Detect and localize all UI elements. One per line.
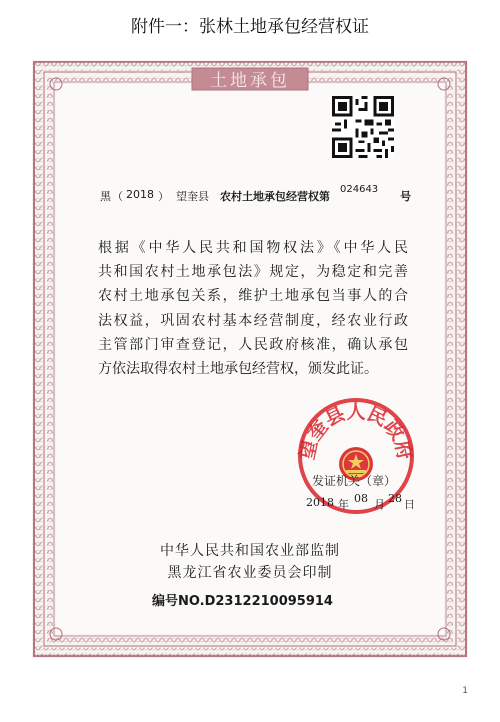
page-number: 1 (462, 686, 468, 696)
date-year: 2018 (306, 496, 334, 509)
date-day-unit: 日 (404, 498, 415, 511)
date-month: 08 (354, 492, 368, 505)
county-name: 望奎县 (176, 190, 209, 203)
body-line: 根据《中华人民共和国物权法》《中华人民 (98, 240, 408, 256)
serial-label: 编号 (152, 594, 179, 609)
qr-code-icon (332, 96, 394, 158)
open-paren: （ (112, 190, 123, 203)
issuing-authority: 发证机关（章） (312, 474, 397, 488)
year-value: 2018 (126, 188, 154, 201)
body-line: 农村土地承包关系，维护土地承包当事人的合 (98, 288, 408, 305)
body-line: 方依法取得农村土地承包经营权，颁发此证。 (98, 361, 378, 378)
certificate-number: 024643 (340, 184, 379, 195)
certificate-body (98, 236, 408, 381)
close-paren: ） (158, 190, 169, 203)
date-day: 28 (388, 492, 402, 505)
serial-number: NO.D2312210095914 (178, 594, 333, 609)
printed-by: 黑龙江省农业委员会印制 (167, 565, 333, 581)
body-line: 主管部门审查登记，人民政府核准，确认承包 (98, 336, 408, 353)
date-month-unit: 月 (374, 498, 385, 511)
seal-text: 望奎县人民政府 (296, 401, 416, 462)
certificate-type: 农村土地承包经营权第 (220, 190, 330, 203)
date-year-unit: 年 (338, 498, 349, 511)
supervised-by: 中华人民共和国农业部监制 (160, 543, 340, 559)
banner-title: 土地承包 (210, 71, 290, 91)
certificate-number-line (100, 184, 420, 208)
page-heading: 附件一：张林土地承包经营权证 (131, 17, 369, 37)
issue-date (306, 492, 416, 512)
province-abbr: 黑 (100, 190, 111, 203)
body-line: 法权益，巩固农村基本经营制度，经农业行政 (98, 312, 408, 329)
serial-number-line (152, 590, 333, 609)
body-line: 共和国农村土地承包法》规定，为稳定和完善 (98, 264, 408, 281)
number-suffix: 号 (400, 190, 411, 203)
